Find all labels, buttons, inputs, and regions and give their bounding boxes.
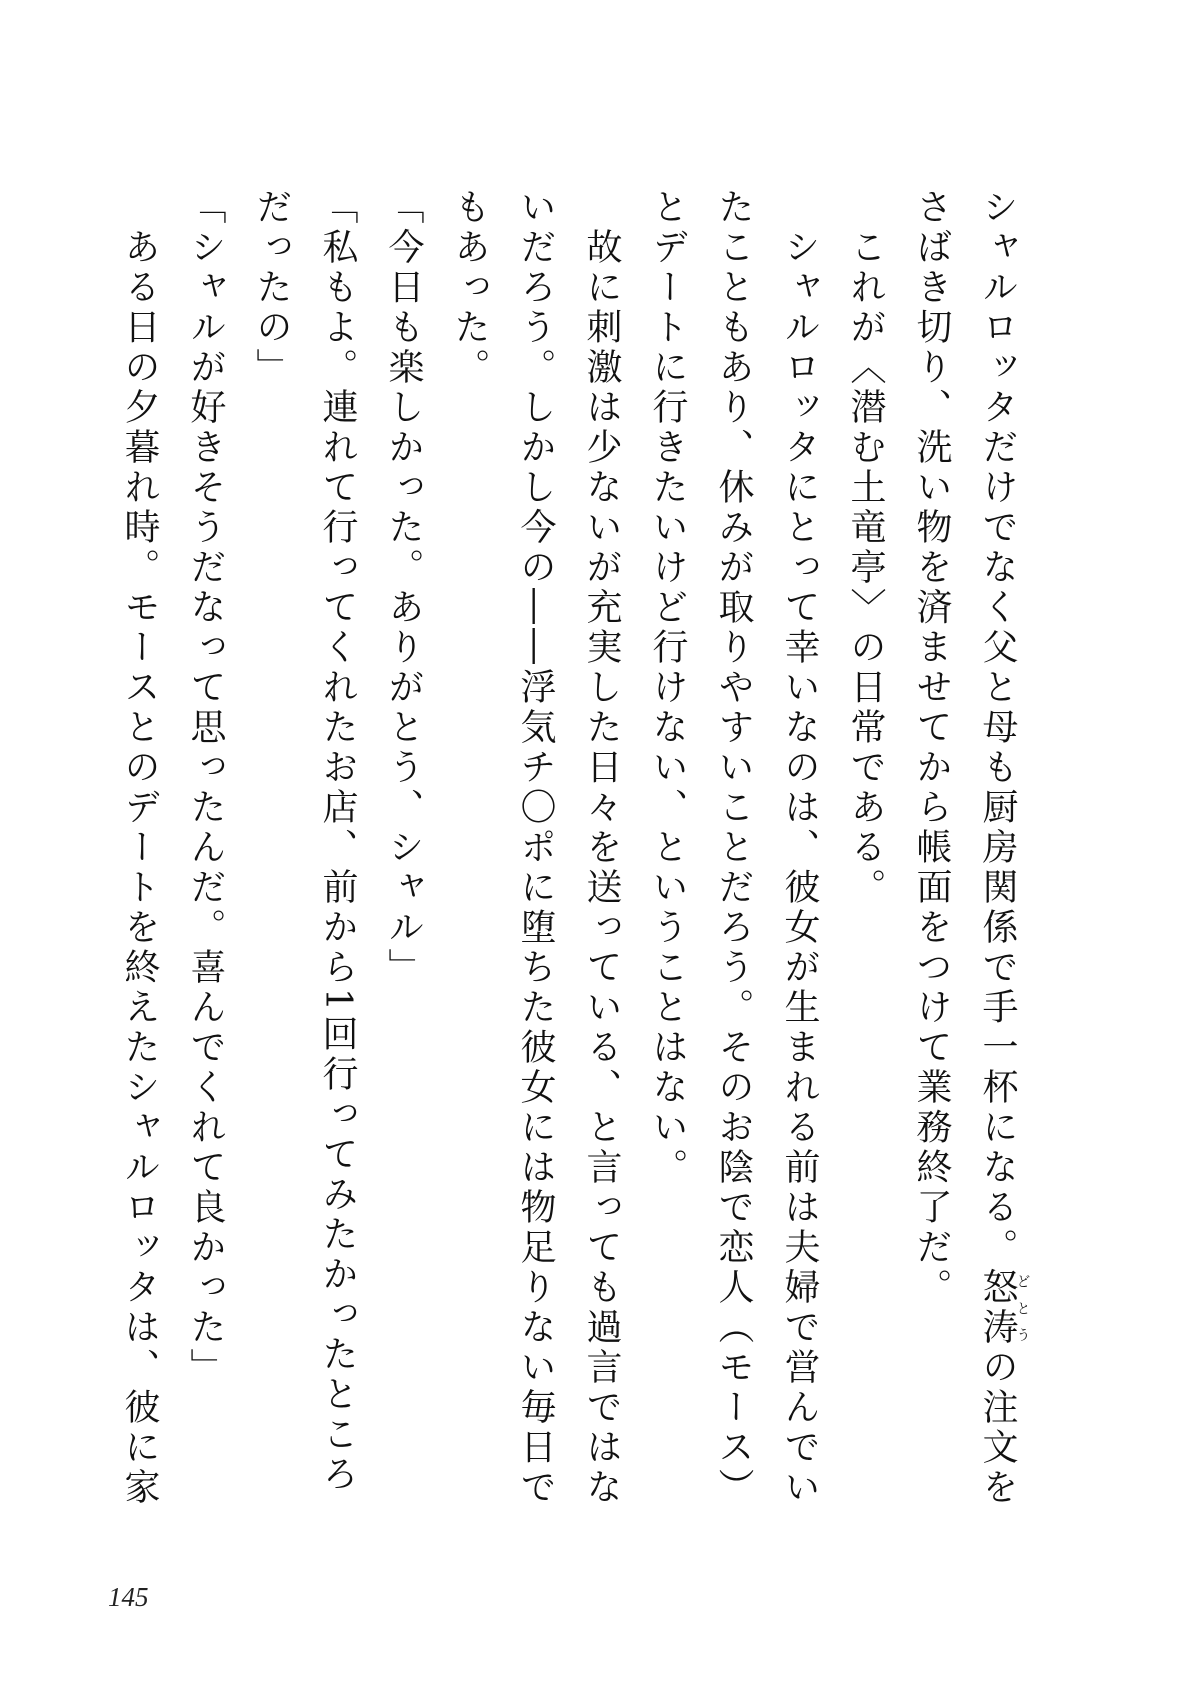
ruby-base: 怒涛 [977, 1268, 1018, 1348]
text-line: シャルロッタにとって幸いなのは、彼女が生まれる前は夫婦で営んでい [779, 188, 820, 1508]
ruby-reading: どとう [1014, 1268, 1031, 1348]
text-line: たこともあり、休みが取りやすいことだろう。そのお陰で恋人（モース） [713, 188, 754, 1508]
text-line [964, 188, 1031, 1508]
text-line: これが〈潜む土竜亭〉の日常である。 [845, 188, 886, 908]
text-line: 「今日も楽しかった。ありがとう、シャル」 [383, 188, 424, 988]
text-line: もあった。 [449, 188, 490, 388]
text-line: とデートに行きたいけど行けない、ということはない。 [647, 188, 688, 1188]
vertical-text-body [119, 188, 1031, 1508]
text-line: いだろう。しかし今の――浮気チ〇ポに堕ちた彼女には物足りない毎日で [515, 188, 556, 1508]
text-line: 故に刺激は少ないが充実した日々を送っている、と言っても過言ではな [581, 188, 622, 1508]
text-line: 「シャルが好きそうだなって思ったんだ。喜んでくれて良かった」 [185, 188, 226, 1388]
text-line: だったの」 [251, 188, 292, 388]
text-line: ある日の夕暮れ時。モースとのデートを終えたシャルロッタは、彼に家 [119, 188, 160, 1508]
text-line-tail: の注文を [977, 1348, 1018, 1508]
ruby-word [977, 1268, 1031, 1348]
text-line-body: シャルロッタだけでなく父と母も厨房関係で手一杯になる。 [977, 188, 1018, 1268]
page-number: 145 [108, 1582, 149, 1612]
text-line: 「私もよ。連れて行ってくれたお店、前から1回行ってみたかったところ [317, 188, 358, 1495]
text-line: さばき切り、洗い物を済ませてから帳面をつけて業務終了だ。 [911, 188, 952, 1308]
